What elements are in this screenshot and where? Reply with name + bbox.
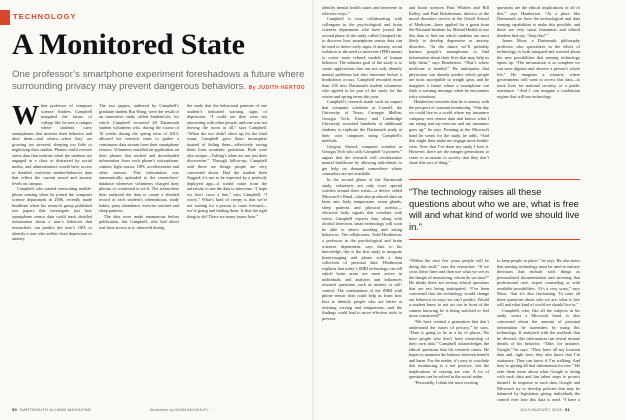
body-paragraph: “Within the next few years people will be doing this stuff,” says the researcher. “If we cross these lines and then use what we see as the danger of monitoring, whom do we trust?” He thinks there are serious ethical questions that are not being anticipated. “I’ve been concerned that the technology would change our behavior in ways we can’t predict. Would a student know to not act out in front of the camera knowing he is being watched or feel more constricted?” bbox=[409, 258, 489, 319]
body-column-7 bbox=[409, 258, 489, 403]
body-paragraph: Heatherton concedes that he is uneasy with the prospect of constant monitoring. “One day we could live in a world where my insurance company sees sensor data and knows what I am eating and my exercise and my insurance goes up,” he says. Pointing at the Microsoft band he wears for the study, he adds, “And this might then make me engage more health-wise. Now that I’ve done my study I lose it. However, there are the meager generations to come to accustom to society that they don’t share this sort of thing.” bbox=[409, 99, 489, 166]
body-paragraph: to keep people to place,” he says. He also notes that sensing technology must be used to enforce decisions that include such things as personalized documentation and stressing that professional care, expert counseling or with available possibilities. “It’s a very scary,” says Moor, “but it’s also fascinating. To raise all these questions about who we are, what is free will and what kind of world we should live in.” bbox=[497, 258, 580, 308]
folio-left bbox=[12, 407, 91, 412]
byline: By JUDITH HERTOG bbox=[248, 85, 306, 91]
article-dek bbox=[12, 69, 312, 94]
folio-right bbox=[520, 407, 570, 412]
body-column-8 bbox=[497, 258, 580, 403]
body-column-3 bbox=[187, 103, 267, 219]
body-paragraph: “Personally, I think the most exciting bbox=[414, 380, 478, 386]
body-paragraph: Campbell, who started researching mobile-phone sensing when he joined the computer science department in 2006, recently made headlines when his research group published two papers that investigate just how smartphone sensor data could track detailed information about a user’s behavior that researchers can predict the user’s GPA or identify a user who suffers from depression or anxiety. bbox=[12, 186, 92, 242]
body-paragraph: questions are the ethical implications of all of this,” says Heatherton. “At a place like Dartmouth we have the technological and data sensing capabilities to make this possible, and these are very smart humanists and ethical thinkers that say, ‘Stop this!’” bbox=[497, 5, 580, 38]
pull-quote-text: “The technology raises all these questions about who we are, what is free will and what kind of world we should live in.” bbox=[409, 186, 580, 232]
section-tab bbox=[0, 10, 10, 25]
article-headline: A Monitored State bbox=[12, 28, 245, 61]
page-number: 90 bbox=[12, 407, 18, 412]
body-paragraph: identify mental health states and intervene in effective ways.” bbox=[322, 5, 402, 16]
body-paragraph: The two papers, authored by Campbell’s graduate student Rui Wang, were the result of an innovative study called StudentLife, for which Campbell recruited 48 Dartmouth student volunteers who, during the course of 10 weeks during the spring term of 2013, allowed his research team to gather a continuous data stream from their smartphone sensors. Volunteers installed an application on their phones that tracked and downloaded information from each phone’s microphone, camera, light sensor, GPS, accelerometer and other sensors. This information was automatically uploaded to the researchers’ database whenever volunteers charged their phones or connected to wi-fi. The researchers then analyzed the data to create a detailed record of each student’s whereabouts, study habits, party attendance, exercise routines and sleep patterns. bbox=[99, 103, 179, 214]
body-paragraph: the study that the behavioral patterns of one student’s indicated warning signs of depression. “I could see they were not interacting with other people, and one was not leaving the room at all,” says Campbell. “When the two didn’t show up for the final exam, Campbell gave them incomplete instead of failing them—effectively saving them from academic probation. Both were also unique—Tuffing’s ideas are not just their discoveries.” Through follow-up, Campbell said these are things people are very concerned about. Had the student been flagged, it’s not to be expected by a perfectly deployed app—it would come from the university to use the data to intervene. “I hope we don’t cross a line,” says Campbell. “I worry.” What’s kind of creepy is that we’re not waiting for a person to come forward—we’re going and finding them. Is that the right thing to do? There are many issues here.” bbox=[187, 103, 267, 219]
body-column-1 bbox=[12, 100, 92, 242]
body-paragraph: and brain sciences Paul Whalen and Bill Kelley, and Paul Holtzheimer, director of the mood disorders service at the Geisel School of Medicine—have applied for a grant from the National Institute for Mental Health to use this data to find out which students are most likely to develop depressive or anxiety disorders. “In the future we’ll probably harness people’s smartphones to find information about their lives that may help us help them,” says Heatherton. “That’s where medicine is headed.” He anticipates that physicians can already predict which people are most susceptible to weight gain, and he imagines a future where a smartphone can flash a warning message when he encounters risky situations. bbox=[409, 5, 489, 99]
body-paragraph: The data were made anonymous before publication, but Campbell, who had direct real-time access to it, observed during bbox=[99, 213, 179, 231]
page-gutter bbox=[312, 0, 314, 420]
body-column-4 bbox=[322, 5, 402, 321]
body-paragraph: Campbell, who, like all the subjects in his study, wears a Microsoft band, is also concerned about the amount of personal information he surrenders by using this technology. If analyzed with the methods that he devised, this information can reveal minute details of his behavior. “Take, for instance, Google,” he says. “They have all my location data and, right now, they also know that I’m stationary. They can know if I’m walking. And they’re getting all that information for free.” He asks them more about what Google is doing with such data and has taken steps to protect himself. In response to such data, Google and Microsoft try to develop policies that may be balanced by legislation giving individuals the control over how this data is used. “I have a bbox=[497, 307, 580, 402]
body-column-5 bbox=[409, 5, 489, 177]
body-paragraph: James Moor, a Dartmouth philosophy professor who specializes in the ethics of technology, is both intrigued and worried about the new possibilities that sensing technology opens up. “The information is so complete we can soon digitize and observe a person’s whole life.” He imagines a scenario where governments will want to access this data—to track lives for national security, or a public assistance. “And I can imagine a totalitarian regime that will use technology bbox=[497, 38, 580, 99]
issue-date: JULY/AUGUST 2015 bbox=[520, 407, 563, 412]
body-column-2 bbox=[99, 103, 179, 231]
body-paragraph: Gregory Abowd, computer scientist at Georgia Tech who calls Campbell “a pioneer,” argues that the research will revolutionize mental healthcare by allowing individuals to get help on demand somewhere where counselors are not available. bbox=[322, 143, 402, 177]
body-paragraph: Campbell’s research made such an impact that computer scientists at Cornell, the University of Texas, Carnegie Mellon, Georgia Tech, Emory and Cambridge University recruited hundreds of additional students to replicate the Dartmouth study at their own campuses using Campbell’s methods. bbox=[322, 99, 402, 144]
body-paragraph: When professor of computer science Andrew Campbell imagined the future of college life, he sees a campus where students carry smartphones that monitor their behavior and alert them—and others—when they are growing too stressed, sleeping too little or neglecting their studies. Phones could oversee stress data that indicate when the students are engaged in a class or distracted by social media, and administrators would have access to detailed, real-time student-behavior data that reflect the current mood and anxiety levels on campus. bbox=[12, 100, 92, 186]
body-paragraph: “We have created a generation that don’t understand the issues of privacy,” he says. “Data is going to be in a lot of places. We have people who don’t have ownership of their own data.” Campbell acknowledges the ethical questions that his research raises. He hopes to maintain the balance between benefit and harm. For the reader, it’s easy to conclude that monitoring is a net positive, but the implications of sensing are vast. A lot of questions can be solved in the social realm. bbox=[409, 319, 489, 380]
dek-text: One professor’s smartphone experiment foreshadows a future where surrounding privacy may prevent dangerous behaviors. bbox=[12, 69, 305, 92]
magazine-title: DARTMOUTH ALUMNI MAGAZINE bbox=[20, 407, 92, 412]
pull-quote bbox=[409, 179, 580, 240]
section-label: TECHNOLOGY bbox=[13, 12, 77, 21]
page-number: 91 bbox=[565, 407, 571, 412]
body-paragraph: In the second phase of the Dartmouth study, volunteers not only wore special watches around their wrists—a device called Microsoft’s Band—that also produced data on heart rate, body temperature, sweat glands, sleep patterns and physical activity—electrical body signals that correlate with stress. Campbell expects that, along with alcohol detection, smart technology will soon be able to detect smoking and eating behaviors. The collaborator, Todd Heatherton, a professor in the psychological and brain sciences department, says that, to his knowledge, this is the first study to integrate brain-imaging and phone with a data collection of personal data. Heatherton explains that today’s fMRI technology can tell which brain areas are more active in individuals and analyzes and influences research questions, such as anxiety or self-control. The combination of the fMRI with phone sensor data could help us learn how best to identify people who are better at resisting craving and temptations—and the findings could lead to more effective tools to prevent. bbox=[322, 176, 402, 321]
illustration-credit: Illustration by ADAM McCAULEY bbox=[150, 407, 209, 412]
body-paragraph: Campbell is now collaborating with colleagues in the psychological and brain sciences department who have joined the second phase of the study, called CampusLife, to discover how smartphone sensor data can be used to detect early signs of anxiety, social isolation or the need to intervene (PHI) means to create more refined models of human behavior. The ultimate goal of the study is to create applications that can not only identify mental problems but also intervene before a breakdown occurs. Campbell recruited more than 100 new Dartmouth student volunteers who agreed to be part of the study for the winter and spring terms this year. bbox=[322, 16, 402, 99]
drop-cap: W bbox=[12, 100, 39, 130]
body-column-6 bbox=[497, 5, 580, 177]
